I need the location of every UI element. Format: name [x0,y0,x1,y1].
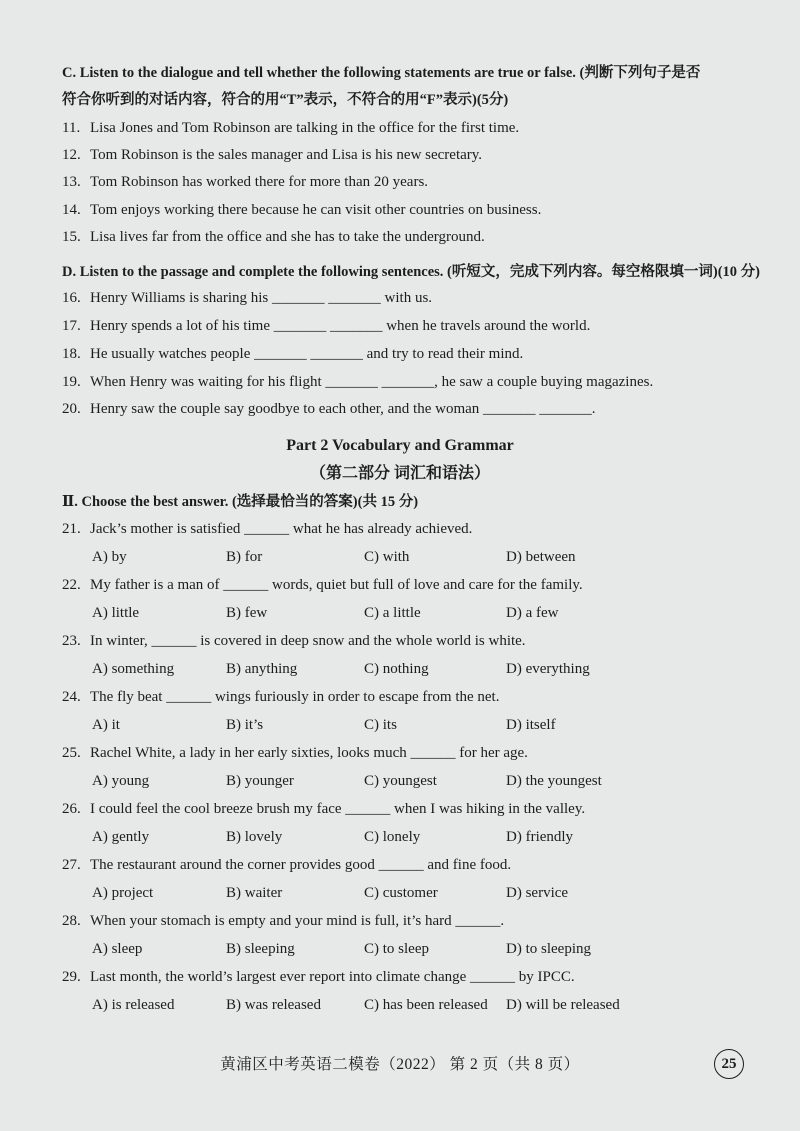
question-text: Lisa lives far from the office and she has to take the underground. [90,229,485,245]
question-text: Jack’s mother is satisfied ______ what he has already achieved. [90,521,473,537]
question-15 [62,228,762,246]
question-text: Rachel White, a lady in her early sixties, looks much ______ for her age. [90,745,528,761]
question-27 [62,856,762,874]
question-16 [62,289,762,307]
part-2-subtitle: （第二部分 词汇和语法） [309,465,490,482]
question-14 [62,201,762,219]
question-text: Tom Robinson is the sales manager and Lisa is his new secretary. [90,147,483,163]
option-a[interactable]: A) little [92,605,140,621]
question-number: 28. [62,913,81,929]
option-b[interactable]: B) for [226,549,263,565]
question-28 [62,912,762,930]
question-number: 14. [62,202,81,218]
question-number: 24. [62,689,81,705]
question-text: The restaurant around the corner provides good ______ and fine food. [90,857,512,873]
option-d[interactable]: D) will be released [506,997,620,1013]
option-d[interactable]: D) to sleeping [506,941,591,957]
question-text: Lisa Jones and Tom Robinson are talking in the office for the first time. [90,120,520,136]
options-23 [92,660,752,678]
section-ii-heading: Ⅱ. Choose the best answer. (选择最恰当的答案)(共 15 分) [62,494,419,510]
option-a[interactable]: A) it [92,717,120,733]
question-29 [62,968,762,986]
question-number: 23. [62,633,81,649]
option-d[interactable]: D) a few [506,605,559,621]
question-text: Last month, the world’s largest ever report into climate change ______ by IPCC. [90,969,575,985]
question-text: In winter, ______ is covered in deep snow and the whole world is white. [90,633,526,649]
option-c[interactable]: C) a little [364,605,421,621]
section-c-heading-line2: 符合你听到的对话内容，符合的用“T”表示，不符合的用“F”表示)(5分) [62,92,509,108]
question-text: Henry Williams is sharing his _______ _______ with us. [90,290,433,306]
question-number: 15. [62,229,81,245]
options-26 [92,828,752,846]
options-21 [92,548,752,566]
option-b[interactable]: B) lovely [226,829,283,845]
option-b[interactable]: B) anything [226,661,298,677]
question-text: Henry saw the couple say goodbye to each other, and the woman _______ _______. [90,401,596,417]
option-b[interactable]: B) waiter [226,885,283,901]
option-a[interactable]: A) project [92,885,154,901]
option-c[interactable]: C) has been released [364,997,488,1013]
question-text: Tom Robinson has worked there for more than 20 years. [90,174,429,190]
option-c[interactable]: C) youngest [364,773,437,789]
option-c[interactable]: C) customer [364,885,438,901]
option-d[interactable]: D) the youngest [506,773,602,789]
options-24 [92,716,752,734]
options-25 [92,772,752,790]
option-a[interactable]: A) young [92,773,150,789]
option-c[interactable]: C) to sleep [364,941,429,957]
page-number-badge: 25 [714,1049,744,1079]
question-text: When Henry was waiting for his flight _______ _______, he saw a couple buying magazines. [90,374,654,390]
option-c[interactable]: C) with [364,549,410,565]
question-21 [62,520,762,538]
option-a[interactable]: A) gently [92,829,150,845]
question-number: 12. [62,147,81,163]
option-b[interactable]: B) younger [226,773,294,789]
option-b[interactable]: B) was released [226,997,321,1013]
option-b[interactable]: B) few [226,605,268,621]
question-17 [62,317,762,335]
question-11 [62,119,762,137]
question-13 [62,173,762,191]
question-number: 16. [62,290,81,306]
question-number: 11. [62,120,81,136]
option-a[interactable]: A) something [92,661,175,677]
question-12 [62,146,762,164]
option-d[interactable]: D) itself [506,717,556,733]
option-b[interactable]: B) it’s [226,717,264,733]
option-a[interactable]: A) is released [92,997,175,1013]
question-text: Henry spends a lot of his time _______ _______ when he travels around the world. [90,318,591,334]
question-19 [62,373,762,391]
question-text: My father is a man of ______ words, quiet but full of love and care for the family. [90,577,583,593]
option-a[interactable]: A) by [92,549,127,565]
question-number: 26. [62,801,81,817]
question-number: 27. [62,857,81,873]
question-number: 21. [62,521,81,537]
question-number: 29. [62,969,81,985]
question-text: I could feel the cool breeze brush my face ______ when I was hiking in the valley. [90,801,586,817]
section-d-heading: D. Listen to the passage and complete the following sentences. (听短文，完成下列内容。每空格限填一词)(10 分) [62,264,760,280]
option-c[interactable]: C) its [364,717,397,733]
option-c[interactable]: C) lonely [364,829,421,845]
question-25 [62,744,762,762]
option-d[interactable]: D) between [506,549,576,565]
question-text: Tom enjoys working there because he can visit other countries on business. [90,202,542,218]
options-22 [92,604,752,622]
question-number: 17. [62,318,81,334]
option-d[interactable]: D) service [506,885,569,901]
question-number: 13. [62,174,81,190]
section-c-heading-line1: C. Listen to the dialogue and tell whether the following statements are true or false. (判断下列句子是否 [62,65,701,81]
question-20 [62,400,762,418]
question-number: 25. [62,745,81,761]
option-d[interactable]: D) friendly [506,829,574,845]
question-26 [62,800,762,818]
options-28 [92,940,752,958]
question-text: The fly beat ______ wings furiously in order to escape from the net. [90,689,500,705]
question-text: When your stomach is empty and your mind is full, it’s hard ______. [90,913,505,929]
question-23 [62,632,762,650]
option-d[interactable]: D) everything [506,661,590,677]
question-number: 19. [62,374,81,390]
question-number: 20. [62,401,81,417]
option-c[interactable]: C) nothing [364,661,429,677]
option-a[interactable]: A) sleep [92,941,143,957]
page-footer: 黄浦区中考英语二模卷（2022） 第 2 页（共 8 页） [220,1056,580,1073]
part-2-title: Part 2 Vocabulary and Grammar [286,437,514,454]
options-27 [92,884,752,902]
question-number: 22. [62,577,81,593]
question-18 [62,345,762,363]
question-24 [62,688,762,706]
options-29 [92,996,752,1014]
section-c-heading [62,60,762,114]
question-text: He usually watches people _______ _______ and try to read their mind. [90,346,524,362]
option-b[interactable]: B) sleeping [226,941,295,957]
question-22 [62,576,762,594]
question-number: 18. [62,346,81,362]
